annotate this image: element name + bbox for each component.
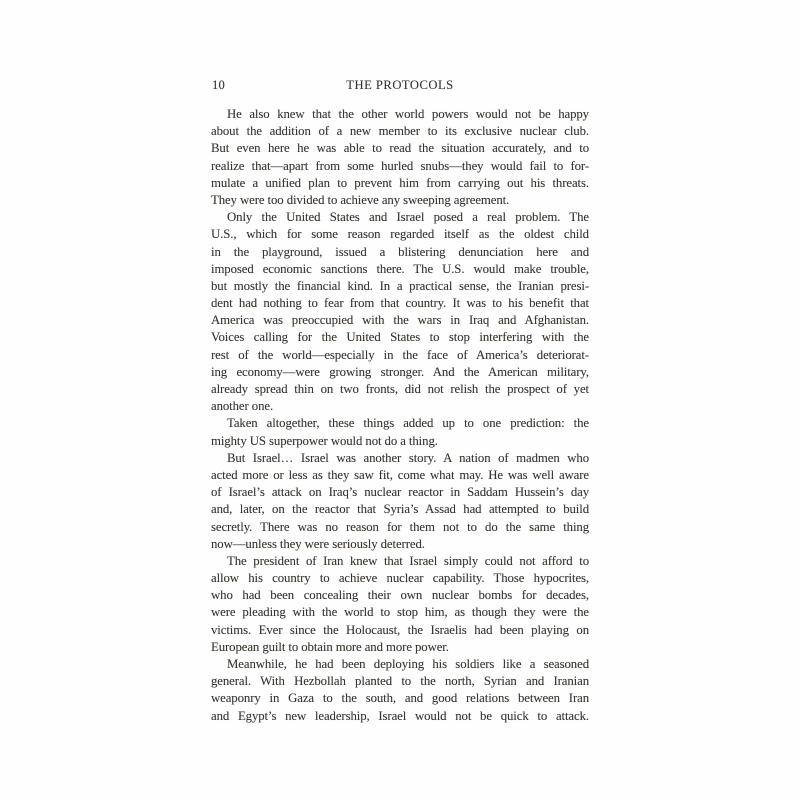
running-header-title: THE PROTOCOLS — [346, 78, 454, 92]
text-line: weaponry in Gaza to the south, and good relations between Iran — [211, 691, 589, 706]
text-line: of Israel’s attack on Iraq’s nuclear reactor in Saddam Hussein’s day — [211, 485, 589, 500]
text-line: in the playground, issued a blistering denunciation here and — [211, 244, 589, 259]
text-line: already spread thin on two fronts, did not relish the prospect of yet — [211, 382, 589, 396]
paragraph — [211, 415, 589, 449]
text-line: The president of Iran knew that Israel simply could not afford to — [227, 553, 589, 568]
page-number: 10 — [212, 78, 225, 92]
text-line: mulate a unified plan to prevent him from carrying out his threats. — [211, 175, 589, 190]
text-line: Voices calling for the United States to stop interfering with the — [211, 330, 589, 345]
text-line: Only the United States and Israel posed a real problem. The — [227, 210, 589, 225]
running-header — [211, 78, 589, 92]
text-line: He also knew that the other world powers would not be happy — [227, 107, 589, 121]
text-line: but mostly the financial kind. In a practical sense, the Iranian presi- — [211, 278, 589, 293]
text-line: and Egypt’s new leadership, Israel would not be quick to attack. — [211, 708, 589, 723]
text-line: were pleading with the world to stop him, as though they were the — [211, 605, 589, 620]
text-line: ing economy—were growing stronger. And the American military, — [211, 364, 589, 379]
text-line: America was preoccupied with the wars in Iraq and Afghanistan. — [211, 313, 589, 328]
text-line: and, later, on the reactor that Syria’s Assad had attempted to build — [211, 502, 589, 517]
text-line: victims. Ever since the Holocaust, the Israelis had been playing on — [211, 622, 589, 637]
text-line: rest of the world—especially in the face of America’s deteriorat- — [211, 347, 589, 362]
text-line: acted more or less as they saw fit, come what may. He was well aware — [211, 467, 589, 482]
text-line: who had been concealing their own nuclear bombs for decades, — [211, 588, 589, 603]
text-line: realize that—apart from some hurled snubs—they would fail to for- — [211, 158, 589, 173]
paragraph — [211, 450, 589, 553]
paragraph — [211, 209, 589, 415]
text-line: mighty US superpower would not do a thing. — [211, 433, 438, 448]
paragraph — [211, 656, 589, 725]
text-line: general. With Hezbollah planted to the north, Syrian and Iranian — [211, 674, 589, 689]
text-line: about the addition of a new member to its exclusive nuclear club. — [211, 124, 589, 139]
text-line: allow his country to achieve nuclear capability. Those hypocrites, — [211, 571, 589, 586]
text-line: now—unless they were seriously deterred. — [211, 536, 425, 551]
text-line: dent had nothing to fear from that country. It was to his benefit that — [211, 296, 589, 311]
text-line: U.S., which for some reason regarded itself as the oldest child — [211, 227, 589, 242]
book-page — [211, 78, 589, 725]
page-body-text — [211, 106, 589, 725]
paragraph — [211, 553, 589, 656]
text-line: European guilt to obtain more and more power. — [211, 639, 449, 654]
text-line: They were too divided to achieve any sweeping agreement. — [211, 192, 510, 207]
paragraph — [211, 106, 589, 209]
text-line: But Israel… Israel was another story. A nation of madmen who — [227, 450, 589, 465]
text-line: Taken altogether, these things added up to one prediction: the — [227, 416, 589, 431]
text-line: imposed economic sanctions there. The U.S. would make trouble, — [211, 261, 589, 276]
text-line: Meanwhile, he had been deploying his soldiers like a seasoned — [227, 657, 589, 671]
text-line: another one. — [211, 399, 274, 414]
text-line: But even here he was able to read the situation accurately, and to — [211, 141, 589, 156]
text-line: secretly. There was no reason for them not to do the same thing — [211, 519, 589, 534]
